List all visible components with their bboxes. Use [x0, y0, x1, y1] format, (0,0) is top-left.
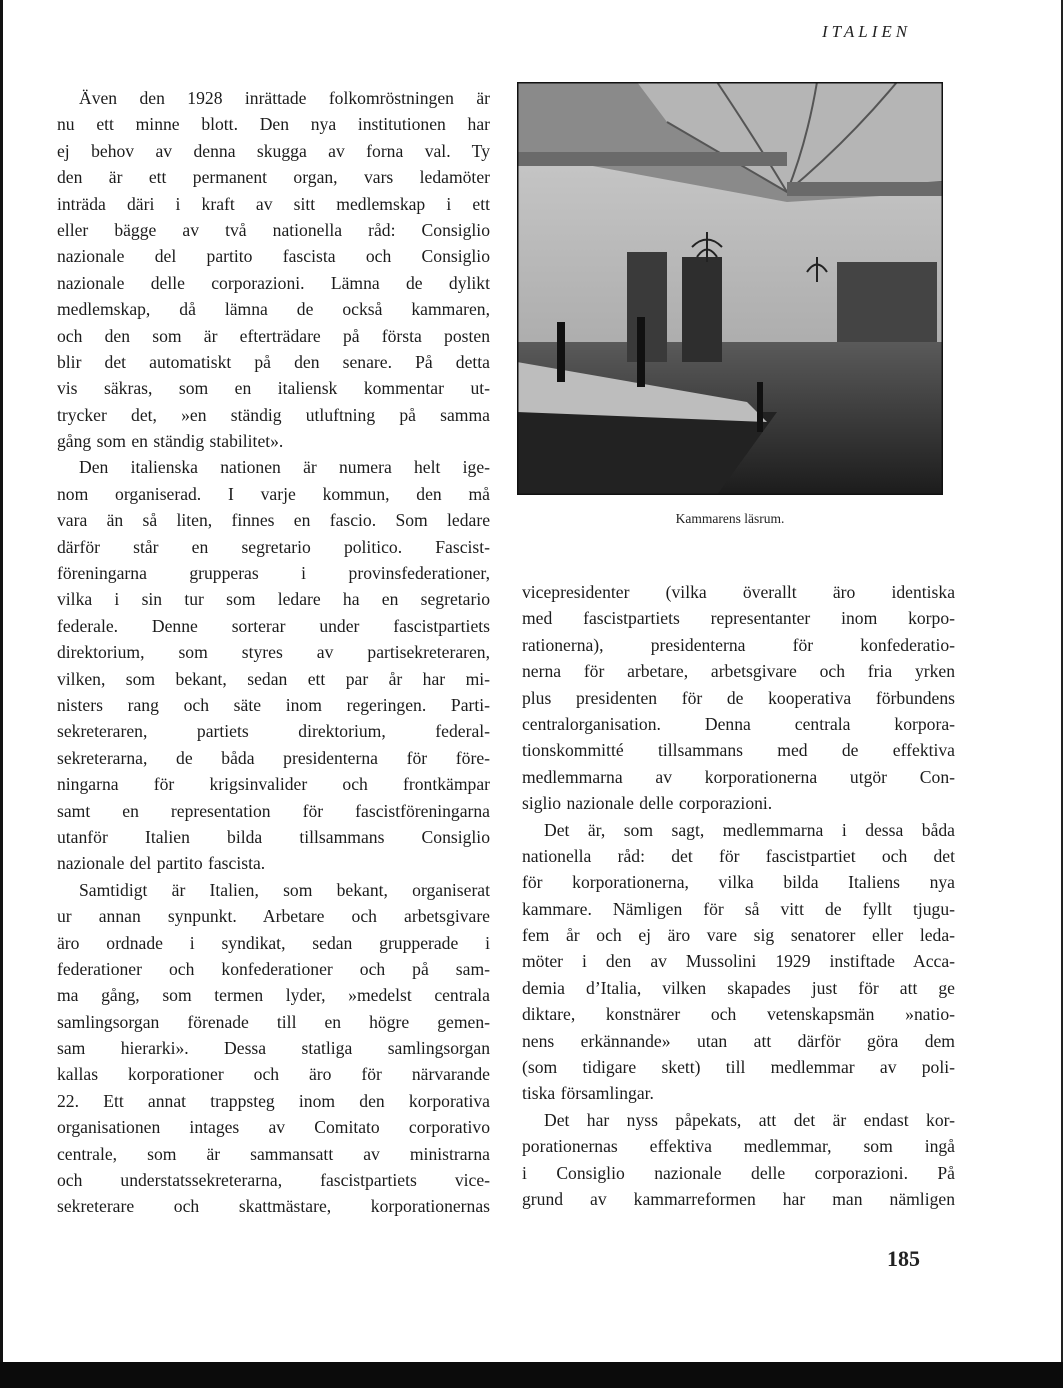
- paragraph: [57, 454, 490, 876]
- text-line: nom organiserad. I varje kommun, den må: [57, 483, 490, 504]
- text-line: centrale, som är sammansatt av ministrarna: [57, 1143, 490, 1164]
- text-line: centralorganisation. Denna centrala korpora-: [522, 713, 955, 734]
- scan-edge-left: [0, 0, 3, 1388]
- left-column: [57, 85, 490, 1220]
- text-line: federationer och konfederationer och på sam-: [57, 958, 490, 979]
- text-line: sekreteraren, partiets direktorium, federal-: [57, 721, 490, 742]
- scan-bottom-border: [0, 1362, 1063, 1388]
- paragraph: [522, 579, 955, 817]
- text-line: ur annan synpunkt. Arbetare och arbetsgivare: [57, 906, 490, 927]
- text-line: ningarna för krigsinvalider och frontkämpar: [57, 774, 490, 795]
- text-line: Den italienska nationen är numera helt ige-: [79, 457, 490, 478]
- text-line: gång som en ständig stabilitet».: [57, 431, 284, 452]
- text-line: Det är, som sagt, medlemmarna i dessa båda: [544, 819, 955, 840]
- text-line: ej behov av denna skugga av forna val. Ty: [57, 140, 490, 161]
- text-line: direktorium, som styres av partisekreteraren,: [57, 642, 490, 663]
- text-line: nationella råd: det för fascistpartiet och det: [522, 845, 955, 866]
- text-line: Även den 1928 inrättade folkomröstningen är: [79, 88, 490, 108]
- text-line: utanför Italien bilda tillsammans Consiglio: [57, 826, 490, 847]
- text-line: vilken, som bekant, sedan ett par år har mi-: [57, 668, 490, 689]
- text-line: med fascistpartiets representanter inom korpo-: [522, 608, 955, 629]
- text-line: möter i den av Mussolini 1929 instiftade Acca-: [522, 951, 955, 972]
- text-line: kallas korporationer och äro för närvarande: [57, 1064, 490, 1085]
- text-line: vicepresidenter (vilka överallt äro identiska: [522, 582, 955, 602]
- text-line: tiska församlingar.: [522, 1083, 654, 1104]
- text-line: nens erkännande» utan att därför göra dem: [522, 1030, 955, 1051]
- running-head: ITALIEN: [822, 22, 912, 41]
- paragraph: [522, 817, 955, 1107]
- paragraph: [522, 1107, 955, 1213]
- text-line: tionskommitté tillsammans med de effektiva: [522, 740, 955, 761]
- text-line: eller bägge av två nationella råd: Consiglio: [57, 219, 490, 240]
- text-line: samlingsorgan förenade till en högre gemen-: [57, 1011, 490, 1032]
- text-line: organisationen intages av Comitato corporativo: [57, 1117, 490, 1138]
- text-line: nisters rang och säte inom regeringen. Parti-: [57, 694, 490, 715]
- text-line: rationerna), presidenterna för konfederatio-: [522, 634, 955, 655]
- text-line: trycker det, »en ständig utluftning på samma: [57, 404, 490, 425]
- text-line: vis säkras, som en italiensk kommentar ut-: [57, 378, 490, 399]
- photo-caption: Kammarens läsrum.: [675, 511, 785, 526]
- text-line: sam hierarki». Dessa statliga samlingsorgan: [57, 1038, 490, 1059]
- text-line: inträda däri i kraft av sitt medlemskap i ett: [57, 193, 490, 214]
- text-line: fem år och ej äro vare sig senatorer eller leda-: [522, 925, 955, 946]
- text-line: nazionale del partito fascista och Consiglio: [57, 246, 490, 267]
- text-line: demia d’Italia, vilken skapades just för att ge: [522, 977, 955, 998]
- text-line: i Consiglio nazionale delle corporazioni. På: [522, 1162, 955, 1183]
- text-line: (som tidigare skett) till medlemmar av poli-: [522, 1057, 955, 1078]
- text-line: vara än så liten, finnes en fascio. Som ledare: [57, 510, 490, 531]
- text-line: ma gång, som termen lyder, »medelst centrala: [57, 985, 490, 1006]
- text-line: sekreterare och skattmästare, korporationernas: [57, 1196, 490, 1217]
- text-line: äro ordnade i syndikat, sedan grupperade i: [57, 932, 490, 953]
- text-line: samt en representation för fascistföreningarna: [57, 800, 490, 821]
- text-line: sekreterarna, de båda presidenterna för före-: [57, 747, 490, 768]
- text-line: siglio nazionale delle corporazioni.: [522, 793, 773, 814]
- text-line: nazionale delle corporazioni. Lämna de dylikt: [57, 272, 490, 293]
- text-line: för korporationerna, vilka bilda Italiens nya: [522, 872, 955, 893]
- text-line: och understatssekreterarna, fascistpartiets vice-: [57, 1170, 490, 1191]
- text-line: kammare. Nämligen för så vitt de fyllt tjugu-: [522, 898, 955, 919]
- text-line: nu ett minne blott. Den nya institutionen har: [57, 114, 490, 135]
- text-line: blir det automatiskt på den senare. På detta: [57, 351, 490, 372]
- text-line: 22. Ett annat trappsteg inom den korporativa: [57, 1090, 490, 1111]
- text-line: Det har nyss påpekats, att det är endast kor-: [544, 1109, 955, 1130]
- reading-room-photo: [517, 82, 943, 495]
- right-column: [522, 579, 955, 1212]
- text-line: nazionale del partito fascista.: [57, 853, 266, 874]
- text-line: diktare, konstnärer och vetenskapsmän »natio-: [522, 1004, 955, 1025]
- paragraph: [57, 85, 490, 454]
- text-line: föreningarna grupperas i provinsfederationer,: [57, 563, 490, 584]
- text-line: nerna för arbetare, arbetsgivare och fria yrken: [522, 661, 955, 682]
- text-line: den är ett permanent organ, vars ledamöter: [57, 167, 490, 188]
- text-line: Samtidigt är Italien, som bekant, organiserat: [79, 879, 490, 900]
- text-line: och den som är efterträdare på första posten: [57, 325, 490, 346]
- text-line: plus presidenten för de kooperativa förbundens: [522, 687, 955, 708]
- text-line: medlemmarna av korporationerna utgör Con-: [522, 766, 955, 787]
- page-number: 185: [887, 1246, 920, 1271]
- text-line: porationernas effektiva medlemmar, som ingå: [522, 1136, 955, 1157]
- text-line: federale. Denne sorterar under fascistpartiets: [57, 615, 490, 636]
- text-line: grund av kammarreformen har man nämligen: [522, 1188, 955, 1209]
- text-line: medlemskap, då lämna de också kammaren,: [57, 299, 490, 320]
- text-line: därför står en segretario politico. Fascist-: [57, 536, 490, 557]
- paragraph: [57, 877, 490, 1220]
- text-line: vilka i sin tur som ledare ha en segretario: [57, 589, 490, 610]
- reading-room-illustration: [517, 82, 943, 495]
